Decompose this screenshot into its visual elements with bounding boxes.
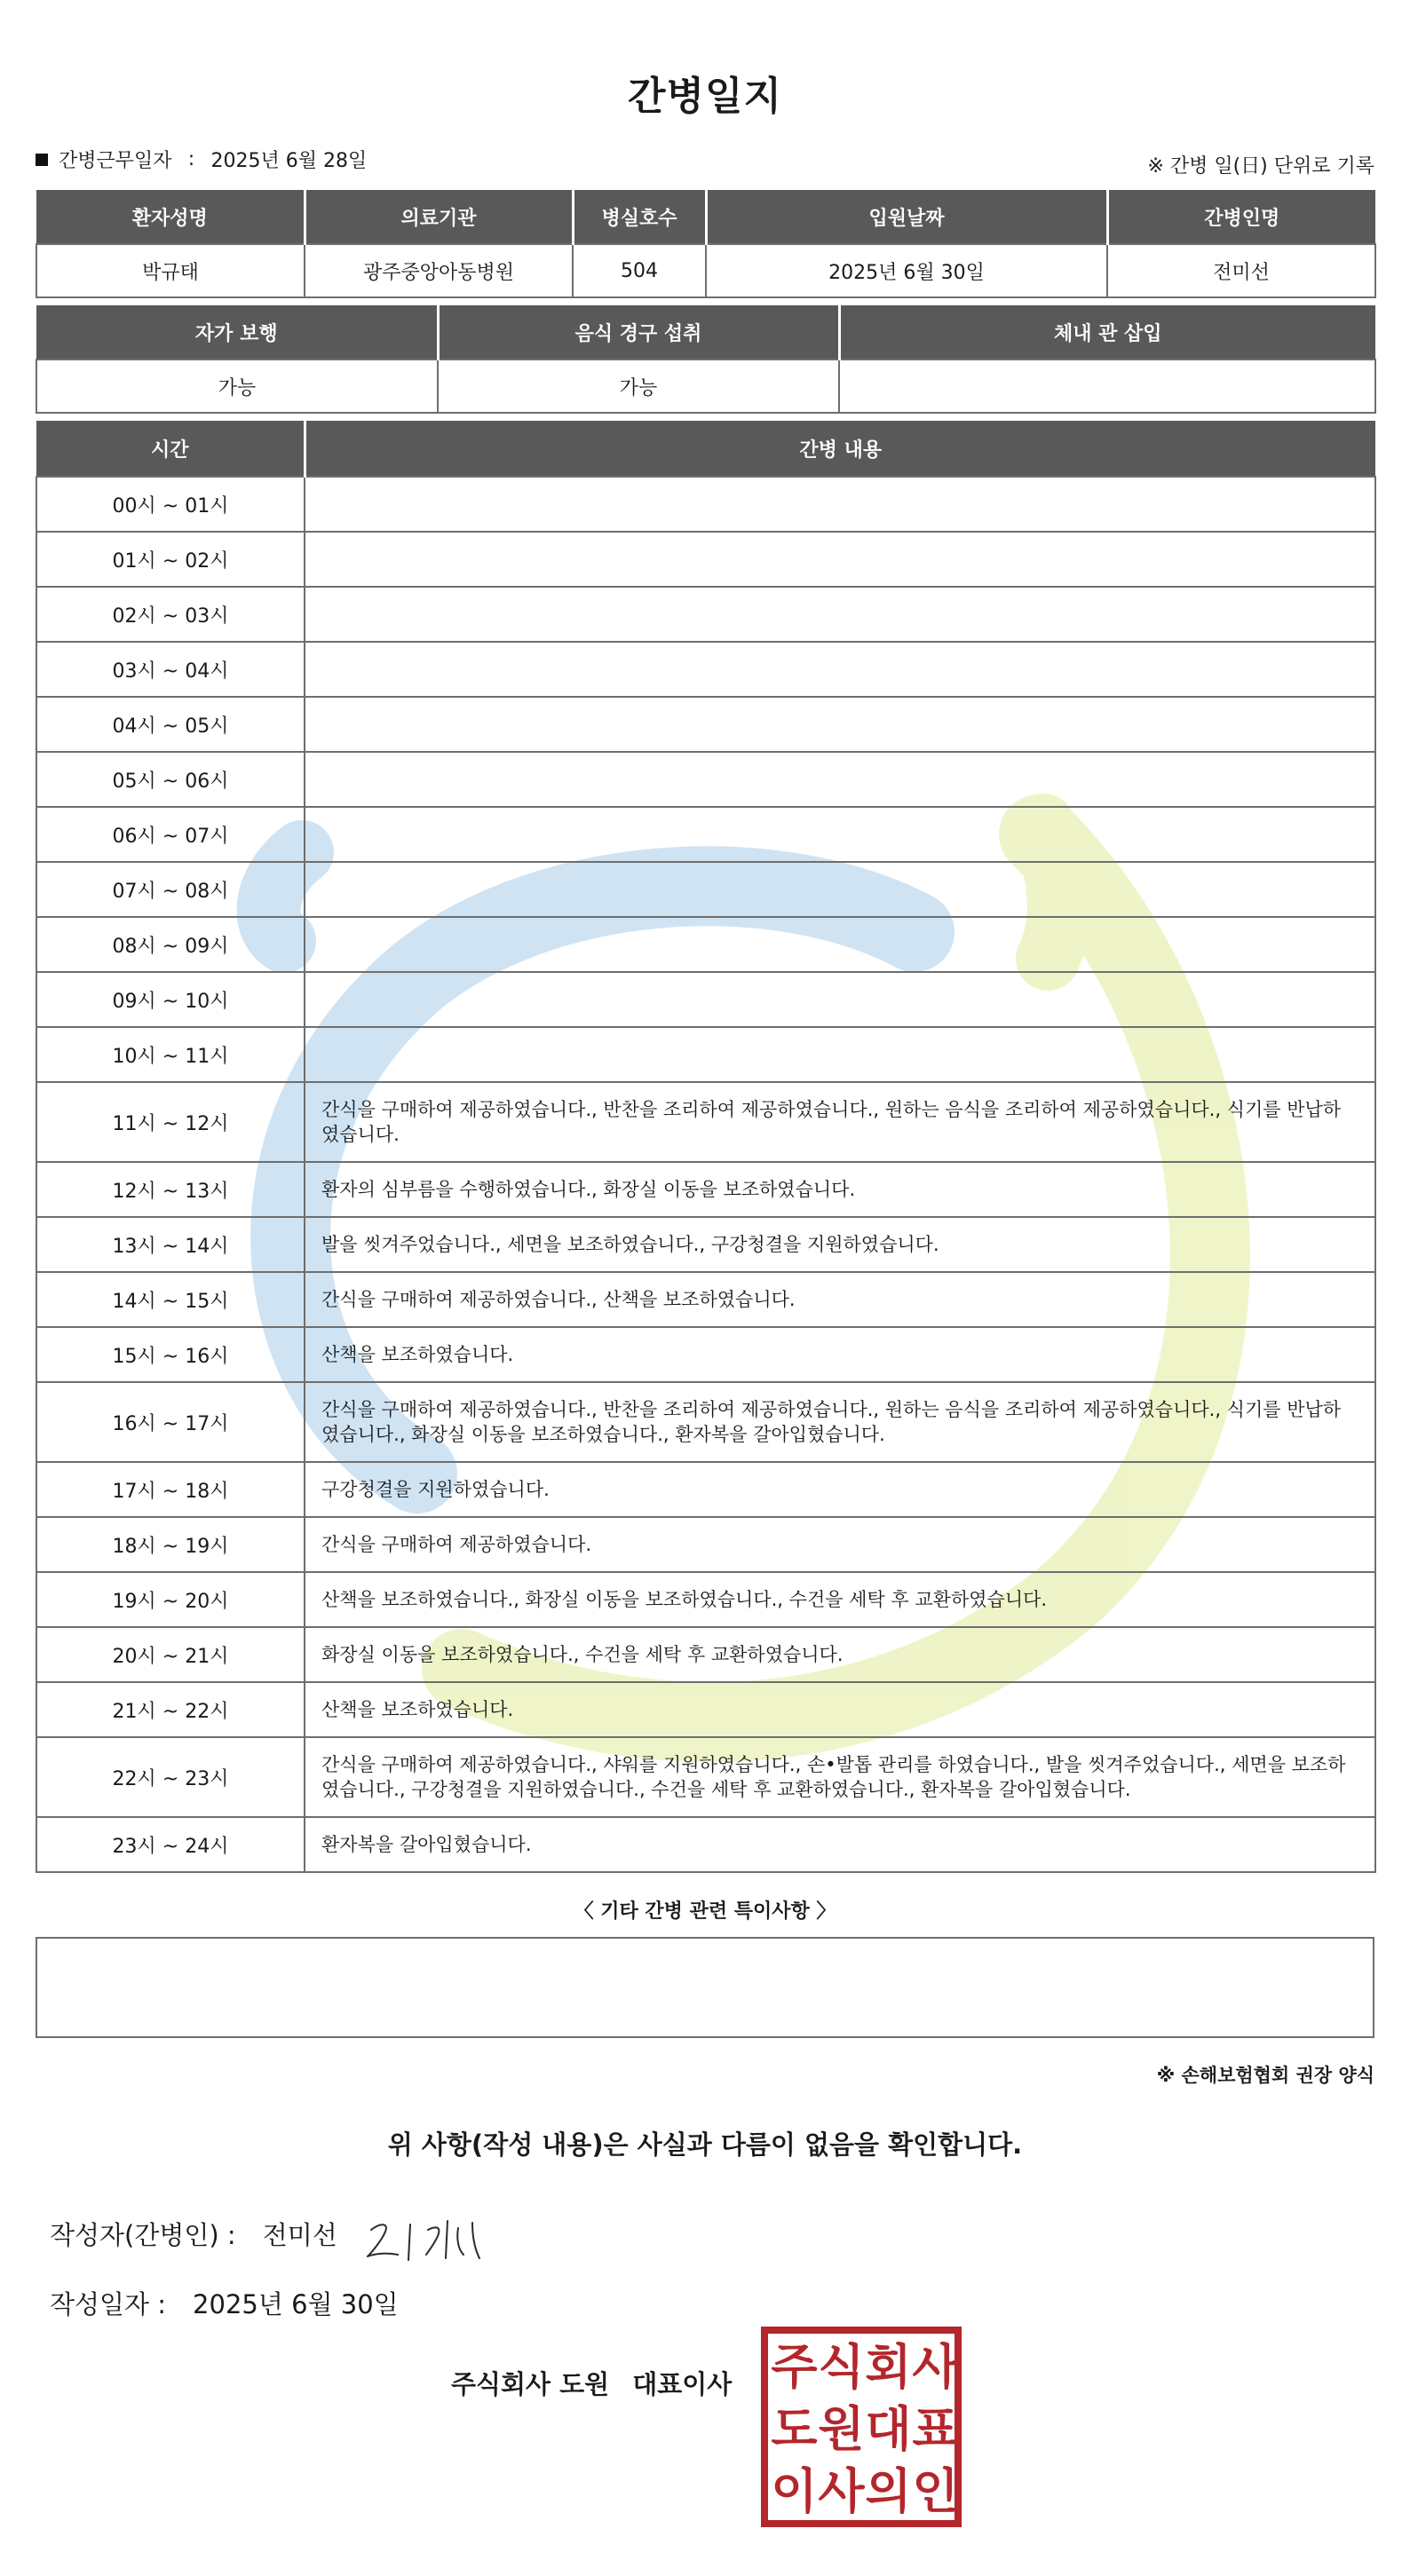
status-cell: 가능 [438, 360, 839, 413]
written-date-value: 2025년 6월 30일 [193, 2289, 399, 2319]
log-row [36, 697, 1375, 752]
log-row [36, 642, 1375, 697]
log-row [36, 1027, 1375, 1082]
log-time: 01시 ~ 02시 [36, 532, 305, 587]
log-time: 18시 ~ 19시 [36, 1517, 305, 1572]
log-row [36, 752, 1375, 807]
bullet-square-icon [36, 154, 48, 166]
work-date-label: 간병근무일자 [59, 150, 172, 172]
document-title: 간병일지 [627, 74, 782, 119]
info-cell: 504 [573, 244, 706, 297]
log-time: 06시 ~ 07시 [36, 807, 305, 862]
special-notes-title: 〈 기타 간병 관련 특이사항 〉 [574, 1900, 836, 1923]
log-time: 23시 ~ 24시 [36, 1817, 305, 1872]
info-cell: 전미선 [1107, 244, 1375, 297]
seal-char: 주 [771, 2339, 818, 2395]
status-header: 음식 경구 섭취 [438, 305, 839, 360]
log-content [305, 917, 1375, 972]
company-name: 주식회사 도원 [451, 2369, 610, 2399]
writer-line [50, 2216, 337, 2252]
log-content: 간식을 구매하여 제공하였습니다., 샤워를 지원하였습니다., 손•발톱 관리를 하였습니다., 발을 씻겨주었습니다., 세면을 보조하였습니다., 구강청결을 지원하였습니다., 수건을 세탁 후 교환하였습니다., 환자복을 갈아입혔습니다. [305, 1737, 1375, 1817]
log-row [36, 1572, 1375, 1627]
seal-char: 도 [771, 2401, 818, 2457]
log-content: 간식을 구매하여 제공하였습니다., 반찬을 조리하여 제공하였습니다., 원하는 음식을 조리하여 제공하였습니다., 식기를 반납하였습니다. [305, 1082, 1375, 1162]
seal-char: 인 [912, 2463, 959, 2519]
log-row [36, 1817, 1375, 1872]
seal-char: 이 [771, 2463, 818, 2519]
log-row [36, 587, 1375, 642]
patient-info-table [36, 190, 1376, 298]
log-content: 환자의 심부름을 수행하였습니다., 화장실 이동을 보조하였습니다. [305, 1162, 1375, 1217]
patient-status-table [36, 305, 1376, 414]
info-header: 입원날짜 [706, 190, 1107, 244]
info-cell: 광주중앙아동병원 [305, 244, 573, 297]
log-content [305, 532, 1375, 587]
log-row [36, 1162, 1375, 1217]
log-content: 산책을 보조하였습니다. [305, 1682, 1375, 1737]
log-content: 구강청결을 지원하였습니다. [305, 1462, 1375, 1517]
status-cell: 가능 [36, 360, 438, 413]
info-cell: 박규태 [36, 244, 305, 297]
log-row [36, 1462, 1375, 1517]
log-time: 05시 ~ 06시 [36, 752, 305, 807]
log-time: 10시 ~ 11시 [36, 1027, 305, 1082]
log-row [36, 1082, 1375, 1162]
log-time: 03시 ~ 04시 [36, 642, 305, 697]
log-content [305, 972, 1375, 1027]
written-date-label: 작성일자 : [50, 2289, 167, 2319]
signature-image [359, 2203, 536, 2265]
seal-char: 표 [912, 2401, 959, 2457]
log-time: 16시 ~ 17시 [36, 1382, 305, 1462]
log-row [36, 1627, 1375, 1682]
log-content: 간식을 구매하여 제공하였습니다., 산책을 보조하였습니다. [305, 1272, 1375, 1327]
seal-char: 원 [818, 2401, 865, 2457]
log-content [305, 807, 1375, 862]
info-cell: 2025년 6월 30일 [706, 244, 1107, 297]
log-header: 시간 [36, 421, 305, 477]
seal-char: 회 [865, 2339, 912, 2395]
care-log-table [36, 421, 1376, 1873]
log-time: 14시 ~ 15시 [36, 1272, 305, 1327]
log-time: 22시 ~ 23시 [36, 1737, 305, 1817]
log-time: 13시 ~ 14시 [36, 1217, 305, 1272]
log-row [36, 477, 1375, 532]
log-row [36, 972, 1375, 1027]
writer-label: 작성자(간병인) : [50, 2220, 236, 2250]
log-content [305, 752, 1375, 807]
company-seal-stamp [760, 2326, 962, 2528]
log-time: 09시 ~ 10시 [36, 972, 305, 1027]
seal-char: 사 [818, 2463, 865, 2519]
log-row [36, 862, 1375, 917]
log-content [305, 697, 1375, 752]
log-time: 19시 ~ 20시 [36, 1572, 305, 1627]
log-row [36, 1737, 1375, 1817]
seal-char: 의 [865, 2463, 912, 2519]
log-row [36, 1517, 1375, 1572]
log-row [36, 917, 1375, 972]
status-header: 자가 보행 [36, 305, 438, 360]
log-time: 15시 ~ 16시 [36, 1327, 305, 1382]
log-time: 04시 ~ 05시 [36, 697, 305, 752]
log-content [305, 477, 1375, 532]
log-content: 환자복을 갈아입혔습니다. [305, 1817, 1375, 1872]
confirmation-statement: 위 사항(작성 내용)은 사실과 다름이 없음을 확인합니다. [387, 2130, 1023, 2160]
info-header: 병실호수 [573, 190, 706, 244]
log-content: 산책을 보조하였습니다. [305, 1327, 1375, 1382]
writer-name: 전미선 [262, 2220, 337, 2250]
form-source-note: ※ 손해보험협회 권장 양식 [1156, 2065, 1374, 2086]
status-cell [839, 360, 1375, 413]
log-header: 간병 내용 [305, 421, 1375, 477]
status-header: 체내 관 삽입 [839, 305, 1375, 360]
log-time: 21시 ~ 22시 [36, 1682, 305, 1737]
log-content [305, 1027, 1375, 1082]
log-row [36, 1217, 1375, 1272]
info-header: 의료기관 [305, 190, 573, 244]
log-content [305, 862, 1375, 917]
log-time: 20시 ~ 21시 [36, 1627, 305, 1682]
info-header: 간병인명 [1107, 190, 1375, 244]
log-time: 00시 ~ 01시 [36, 477, 305, 532]
log-time: 17시 ~ 18시 [36, 1462, 305, 1517]
seal-char: 대 [865, 2401, 912, 2457]
log-time: 08시 ~ 09시 [36, 917, 305, 972]
company-title: 대표이사 [632, 2369, 733, 2399]
log-time: 12시 ~ 13시 [36, 1162, 305, 1217]
log-row [36, 532, 1375, 587]
log-time: 02시 ~ 03시 [36, 587, 305, 642]
written-date-line [50, 2285, 399, 2321]
work-date-value: 2025년 6월 28일 [210, 150, 368, 172]
special-notes-box [36, 1937, 1374, 2038]
log-content: 간식을 구매하여 제공하였습니다., 반찬을 조리하여 제공하였습니다., 원하는 음식을 조리하여 제공하였습니다., 식기를 반납하였습니다., 화장실 이동을 보조하였습니다., 환자복을 갈아입혔습니다. [305, 1382, 1375, 1462]
work-date-separator: : [187, 148, 195, 170]
company-line [451, 2365, 732, 2401]
log-content [305, 587, 1375, 642]
work-date-line [36, 146, 367, 173]
log-time: 11시 ~ 12시 [36, 1082, 305, 1162]
log-content: 화장실 이동을 보조하였습니다., 수건을 세탁 후 교환하였습니다. [305, 1627, 1375, 1682]
log-content: 산책을 보조하였습니다., 화장실 이동을 보조하였습니다., 수건을 세탁 후 교환하였습니다. [305, 1572, 1375, 1627]
seal-char: 사 [912, 2339, 959, 2395]
log-time: 07시 ~ 08시 [36, 862, 305, 917]
log-row [36, 1272, 1375, 1327]
log-row [36, 807, 1375, 862]
record-unit-note: ※ 간병 일(日) 단위로 기록 [1147, 155, 1374, 178]
log-content [305, 642, 1375, 697]
info-header: 환자성명 [36, 190, 305, 244]
log-content: 발을 씻겨주었습니다., 세면을 보조하였습니다., 구강청결을 지원하였습니다. [305, 1217, 1375, 1272]
seal-char: 식 [818, 2339, 865, 2395]
log-row [36, 1327, 1375, 1382]
log-row [36, 1682, 1375, 1737]
log-content: 간식을 구매하여 제공하였습니다. [305, 1517, 1375, 1572]
log-row [36, 1382, 1375, 1462]
